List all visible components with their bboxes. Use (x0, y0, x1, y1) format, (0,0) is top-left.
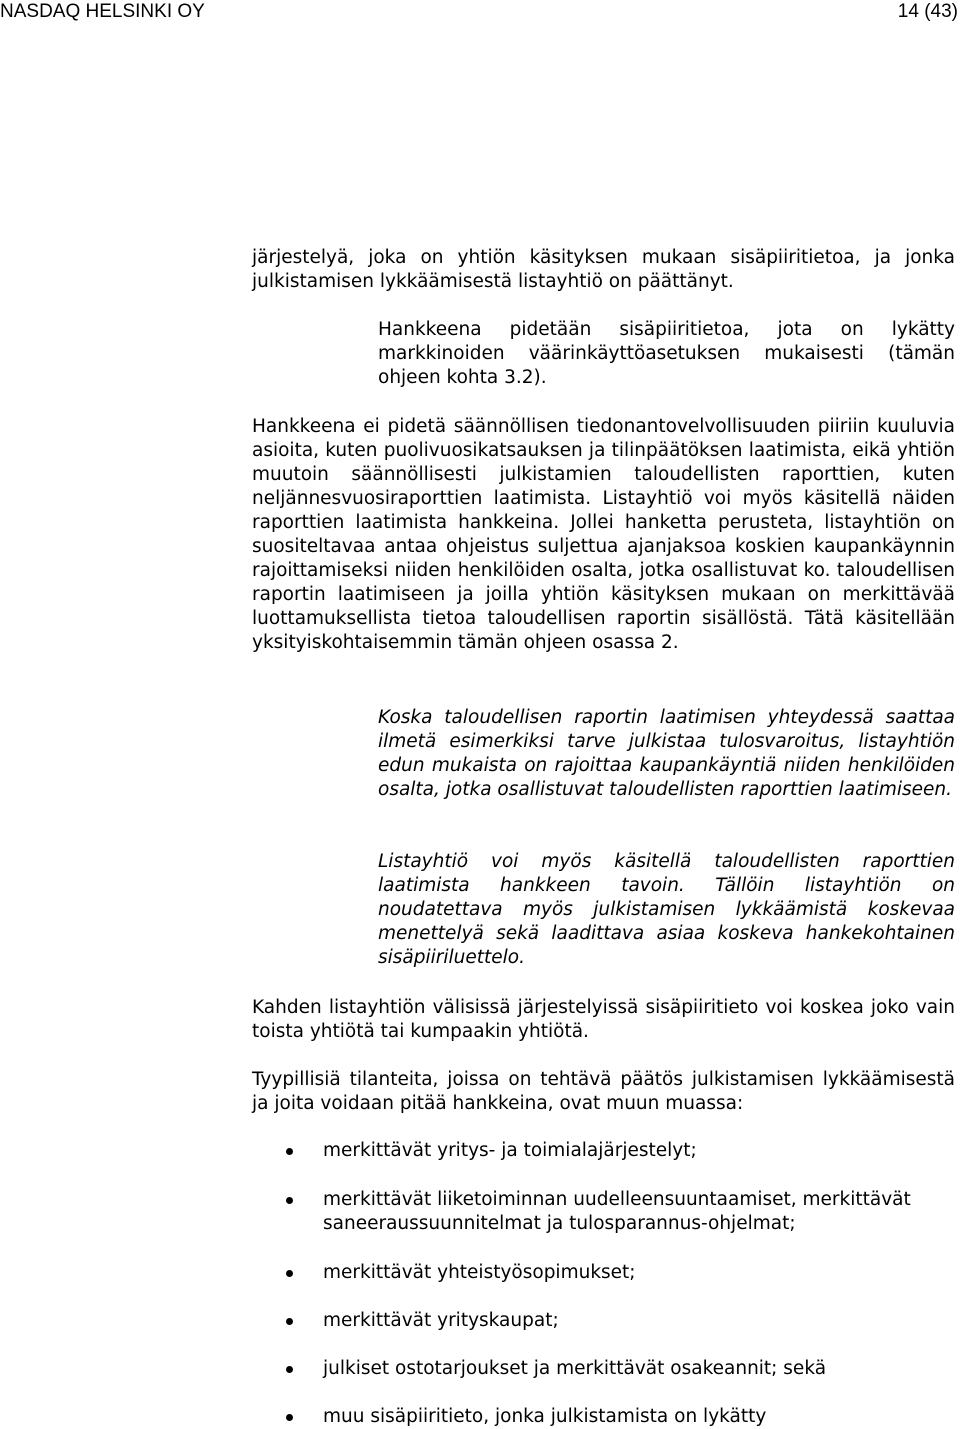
paragraph-typical-situations: Tyypillisiä tilanteita, joissa on tehtävä päätös julkistamisen lykkäämisestä ja joita voidaan pitää hankkeina, ovat muun muassa: (252, 1069, 955, 1114)
paragraph-two-companies: Kahden listayhtiön välisissä järjestelyissä sisäpiiritieto voi koskea joko vain toista yhtiötä tai kumpaakin yhtiötä. (252, 997, 955, 1042)
bullet-icon (286, 1270, 293, 1277)
bullet-icon (286, 1366, 293, 1373)
paragraph-italic-profit-warning: Koska taloudellisen raportin laatimisen yhteydessä saattaa ilmetä esimerkiksi tarve julkistaa tulosvaroitus, listayhtiön edun mukaista on rajoittaa kaupankäyntiä niiden henkilöiden osalta, jotka osallistuvat taloudellisten raporttien laatimiseen. (378, 707, 955, 800)
bullet-icon (286, 1148, 293, 1155)
company-name: NASDAQ HELSINKI OY (0, 1, 205, 22)
list-item-text: merkittävät yhteistyösopimukset; (323, 1262, 636, 1283)
list-item-text: merkittävät liiketoiminnan uudelleensuuntaamiset, merkittävät saneeraussuunnitelmat ja tulosparannus-ohjelmat; (323, 1189, 911, 1234)
page-number: 14 (43) (897, 1, 958, 22)
bullet-icon (286, 1318, 293, 1325)
paragraph-italic-financial-reports: Listayhtiö voi myös käsitellä taloudellisten raporttien laatimista hankkeen tavoin. Tällöin listayhtiön on noudatettava myös julkistamisen lykkäämistä koskevaa menettelyä sekä laadittava asiaa koskeva hankekohtainen sisäpiiriluettelo. (378, 851, 955, 968)
list-item-text: merkittävät yritys- ja toimialajärjestelyt; (323, 1140, 697, 1161)
paragraph-hanke-definition: Hankkeena pidetään sisäpiiritietoa, jota on lykätty markkinoiden väärinkäyttöasetuksen mukaisesti (tämän ohjeen kohta 3.2). (378, 319, 955, 388)
list-item-text: muu sisäpiiritieto, jonka julkistamista on lykätty (323, 1406, 767, 1427)
list-item-text: merkittävät yrityskaupat; (323, 1310, 559, 1331)
list-item-text: julkiset ostotarjoukset ja merkittävät osakeannit; sekä (323, 1358, 827, 1379)
bullet-icon (286, 1197, 293, 1204)
paragraph-continuation: järjestelyä, joka on yhtiön käsityksen mukaan sisäpiiritietoa, ja jonka julkistamisen lykkäämisestä listayhtiö on päättänyt. (252, 247, 955, 292)
paragraph-not-hanke: Hankkeena ei pidetä säännöllisen tiedonantovelvollisuuden piiriin kuuluvia asioita, kuten puolivuosikatsauksen ja tilinpäätöksen laatimista, eikä yhtiön muutoin säännöllisesti julkistamien taloudellisten raporttien, kuten neljännesvuosiraporttien laatimista. Listayhtiö voi myös käsitellä näiden raporttien laatimista hankkeina. Jollei hanketta perusteta, listayhtiön on suositeltavaa antaa ohjeistus suljettua ajanjaksoa koskien kaupankäynnin rajoittamiseksi niiden henkilöiden osalta, jotka osallistuvat ko. taloudellisen raportin laatimiseen ja joilla yhtiön käsityksen mukaan on merkittävää luottamuksellista tietoa taloudellisen raportin sisällöstä. Tätä käsitellään yksityiskohtaisemmin tämän ohjeen osassa 2. (252, 416, 955, 653)
bullet-icon (286, 1414, 293, 1421)
page-header (0, 0, 960, 24)
